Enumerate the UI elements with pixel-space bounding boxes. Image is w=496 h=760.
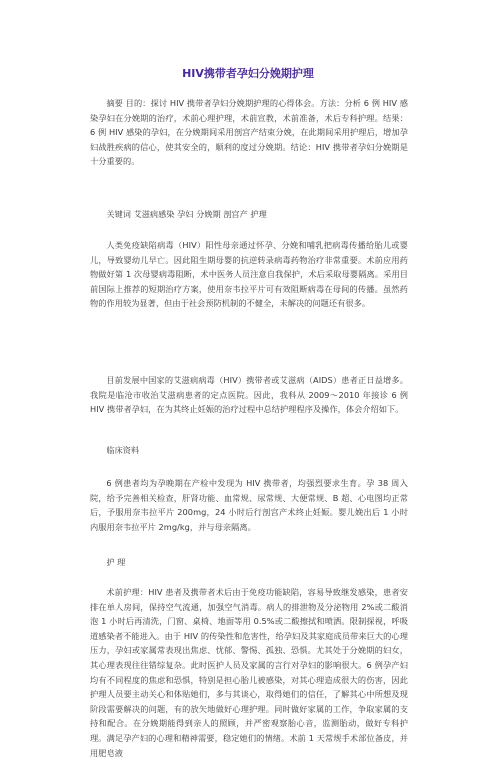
intro-paragraph-2: 目前发展中国家的艾滋病病毒（HIV）携带者或艾滋病（AIDS）患者正日益增多。我院是临沧市收治艾滋病患者的定点医院。因此，我科从 2009～2010 年接诊 6 例 HIV 携带者孕妇，在为其终止妊娠的治疗过程中总结护理程序及操作，体会介绍如下。 [90, 375, 408, 415]
intro-paragraph-1: 人类免疫缺陷病毒（HIV）阳性母亲通过怀孕、分娩和哺乳把病毒传播给胎儿或婴儿，导致婴幼儿早亡。因此阻生期母婴的抗逆转录病毒药物治疗非常重要。术前应用药物做好第 1 次母婴病毒阻断，术中医务人员注意自我保护，术后采取母婴隔离。采用目前国际上推荐的短期治疗方案，使用奈韦拉平片可有效阻断病毒在母间的传播。虽然药物的作用较为显著，但由于社会预防机制的不健全，未解决的问题还有很多。 [90, 240, 408, 309]
abstract-paragraph: 摘要 目的：探讨 HIV 携带者孕妇分娩期护理的心得体会。方法：分析 6 例 HIV 感染孕妇在分娩期的治疗，术前心理护理，术前宣教，术前准备，术后专科护理。结果：6 例 HIV 感染的孕妇，在分娩期间采用剖宫产结束分娩，在此期间采用护理后，增加孕妇战胜疾病的信心，使其安全的，顺利的度过分娩期。结论：HIV 携带者孕妇分娩期是十分重要的。 [90, 98, 408, 167]
keywords-line: 关键词 艾滋病感染 孕妇 分娩期 剖宫产 护理 [106, 209, 267, 219]
document-title: HIV携带者孕妇分娩期护理 [182, 67, 314, 80]
nursing-paragraph: 术前护理：HIV 患者及携带者术后由于免疫功能缺陷，容易导致继发感染，患者安排在单人房间，保持空气流通，加强空气消毒。病人的排泄物及分泌物用 2%或二酸消泡 1 小时后再清洗，门窗、桌椅、地面等用 0.5%或二酸擦拭和喷洒。限制探视，呼吸道感染者不能进入。由于 HIV 的传染性和危害性，给孕妇及其家庭成员带来巨大的心理压力，孕妇或家属常表现出焦虑、忧郁、警惕、孤独、恐惧。尤其处于分娩期的妇女，其心理表现往往错综复杂。此时医护人员及家属的言行对孕妇的影响很大。6 例孕产妇均有不同程度的焦虑和恐惧，特别是担心胎儿被感染，对其心理造成很大的伤害，因此护理人员要主动关心和体贴她们，多与其谈心，取得她们的信任，了解其心中所想及现阶段需要解决的问题，有的放矢地做好心理护理。同时做好家属的工作，争取家属的支持和配合。在分娩期能得到亲人的照顾，并严密观察胎心音，监测胎动，做好专科护理。满足孕产妇的心理和精神需要，稳定她们的情绪。术前 1 天常规手术部位备皮，并用肥皂液 [90, 587, 408, 758]
section-heading-nursing: 护 理 [106, 557, 126, 567]
section-heading-clinical: 临床资料 [106, 445, 140, 455]
clinical-paragraph: 6 例患者均为孕晚期在产检中发现为 HIV 携带者，均强烈要求生育。孕 38 周入院，给予完善相关检查，肝肾功能、血常规、尿常规、大便常规、B 超、心电图均正常后，予服用奈韦拉平片 200mg，24 小时后行剖宫产术终止妊娠。婴儿娩出后 1 小时内服用奈韦拉平片 2mg/kg，并与母亲隔离。 [90, 478, 408, 532]
